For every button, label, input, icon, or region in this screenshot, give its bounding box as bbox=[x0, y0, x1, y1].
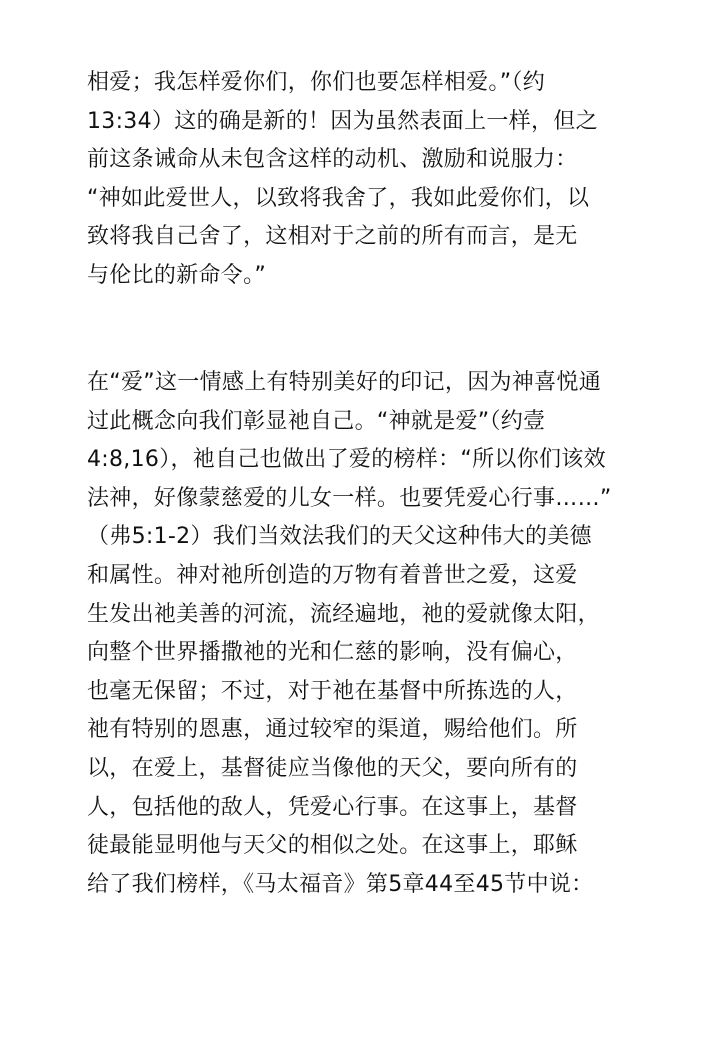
text-line: 给了我们榜样，《马太福音》第5章44至45节中说： bbox=[87, 871, 594, 897]
text-line: 前这条诫命从未包含这样的动机、激励和说服力： bbox=[87, 147, 578, 173]
text-line: 与伦比的新命令。” bbox=[87, 262, 267, 288]
text-line: 生发出祂美善的河流，流经遍地，祂的爱就像太阳， bbox=[87, 601, 600, 627]
paragraph-1 bbox=[87, 64, 647, 296]
paragraph-2 bbox=[87, 364, 647, 904]
text-line: 祂有特别的恩惠，通过较窄的渠道，赐给他们。所 bbox=[87, 717, 578, 743]
text-line: 4:8,16），祂自己也做出了爱的榜样：“所以你们该效 bbox=[87, 447, 606, 473]
text-line: “神如此爱世人，以致将我舍了，我如此爱你们，以 bbox=[87, 185, 590, 211]
text-line: 过此概念向我们彰显祂自己。“神就是爱”（约壹 bbox=[87, 408, 546, 434]
text-line: 也毫无保留；不过，对于祂在基督中所拣选的人， bbox=[87, 678, 578, 704]
text-line: 致将我自己舍了，这相对于之前的所有而言，是无 bbox=[87, 224, 578, 250]
text-line: 以，在爱上，基督徒应当像他的天父，要向所有的 bbox=[87, 755, 578, 781]
text-line: 13:34）这的确是新的！因为虽然表面上一样，但之 bbox=[87, 108, 598, 134]
text-line: 在“爱”这一情感上有特别美好的印记，因为神喜悦通 bbox=[87, 370, 601, 395]
text-line: 徒最能显明他与天父的相似之处。在这事上，耶稣 bbox=[87, 833, 578, 859]
text-line: 和属性。神对祂所创造的万物有着普世之爱，这爱 bbox=[87, 562, 578, 588]
text-line: （弗5:1-2）我们当效法我们的天父这种伟大的美德 bbox=[87, 524, 592, 550]
text-line: 人，包括他的敌人，凭爱心行事。在这事上，基督 bbox=[87, 794, 578, 820]
text-line: 相爱；我怎样爱你们，你们也要怎样相爱。”（约 bbox=[87, 70, 545, 95]
text-line: 向整个世界播撒祂的光和仁慈的影响，没有偏心， bbox=[87, 640, 578, 666]
text-line: 法神，好像蒙慈爱的儿女一样。也要凭爱心行事……” bbox=[87, 485, 612, 511]
